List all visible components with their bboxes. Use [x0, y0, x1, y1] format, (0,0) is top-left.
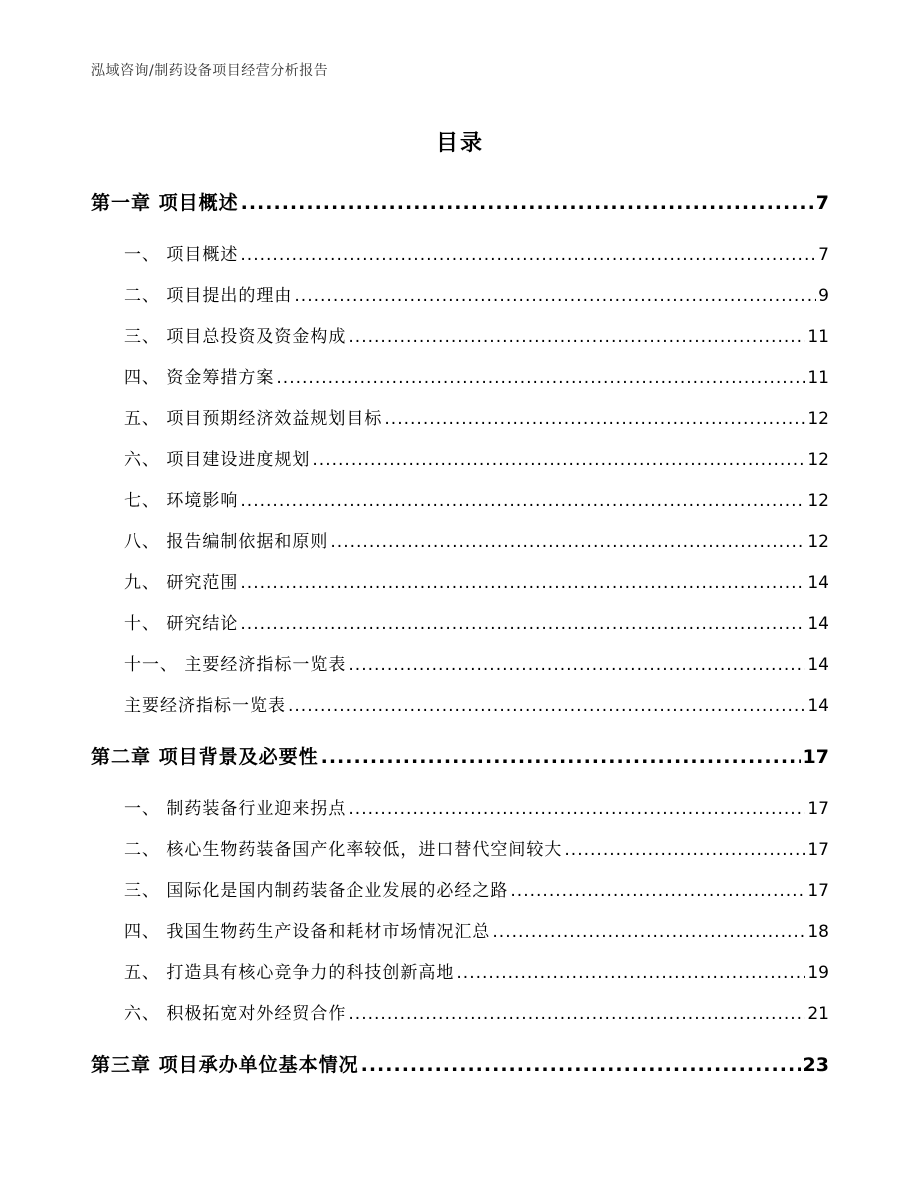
toc-section[interactable]: [124, 322, 829, 347]
toc-entry-page: 14: [807, 573, 829, 593]
toc-entry-page: 12: [807, 409, 829, 429]
dot-leader: [240, 573, 805, 593]
toc-entry-label: 主要经济指标一览表: [124, 696, 286, 716]
toc-entry-label: 四、 我国生物药生产设备和耗材市场情况汇总: [124, 922, 491, 942]
toc-section[interactable]: [124, 445, 829, 470]
toc-entry-label: 三、 国际化是国内制药装备企业发展的必经之路: [124, 881, 509, 901]
toc-entry-page: 14: [807, 696, 829, 716]
toc-section[interactable]: [124, 958, 829, 983]
toc-entry-label: 六、 积极拓宽对外经贸合作: [124, 1004, 347, 1024]
toc-entry-label: 一、 制药装备行业迎来拐点: [124, 799, 347, 819]
dot-leader: [312, 450, 805, 470]
toc-entry-label: 五、 打造具有核心竞争力的科技创新高地: [124, 963, 455, 983]
toc-entry-label: 九、 研究范围: [124, 573, 239, 593]
toc-entry-page: 17: [802, 746, 829, 768]
dot-leader: [492, 922, 805, 942]
dot-leader: [510, 881, 805, 901]
toc-section[interactable]: [124, 609, 829, 634]
dot-leader: [348, 327, 805, 347]
toc-entry-page: 23: [802, 1054, 829, 1076]
toc-entry-label: 十一、 主要经济指标一览表: [124, 655, 347, 675]
toc-entry-page: 12: [807, 532, 829, 552]
toc-entry-label: 第三章 项目承办单位基本情况: [91, 1054, 359, 1076]
dot-leader: [361, 1054, 801, 1076]
toc-section[interactable]: [124, 527, 829, 552]
toc-entry-label: 第一章 项目概述: [91, 192, 239, 214]
toc-entry-label: 第二章 项目背景及必要性: [91, 746, 319, 768]
toc-section[interactable]: [124, 835, 829, 860]
toc-entry-label: 六、 项目建设进度规划: [124, 450, 311, 470]
toc-entry-page: 11: [807, 327, 829, 347]
dot-leader: [384, 409, 805, 429]
dot-leader: [240, 614, 805, 634]
toc-section[interactable]: [124, 794, 829, 819]
toc-chapter-1[interactable]: [91, 188, 829, 215]
toc-section[interactable]: [124, 650, 829, 675]
dot-leader: [294, 286, 816, 306]
toc-entry-page: 17: [807, 881, 829, 901]
toc-entry-page: 18: [807, 922, 829, 942]
toc-entry-label: 十、 研究结论: [124, 614, 239, 634]
dot-leader: [321, 746, 801, 768]
dot-leader: [330, 532, 805, 552]
toc-entry-page: 17: [807, 799, 829, 819]
toc-entry-page: 14: [807, 614, 829, 634]
dot-leader: [564, 840, 805, 860]
toc-chapter-2[interactable]: [91, 742, 829, 769]
toc-entry-label: 二、 核心生物药装备国产化率较低，进口替代空间较大: [124, 840, 563, 860]
toc-entry-label: 八、 报告编制依据和原则: [124, 532, 329, 552]
toc-section[interactable]: [124, 363, 829, 388]
dot-leader: [240, 245, 816, 265]
toc-entry-label: 一、 项目概述: [124, 245, 239, 265]
dot-leader: [348, 799, 805, 819]
toc-entry-page: 12: [807, 491, 829, 511]
toc-entry-page: 7: [815, 192, 829, 214]
toc-entry-page: 12: [807, 450, 829, 470]
toc-title: 目录: [435, 131, 484, 156]
toc-section[interactable]: [124, 240, 829, 265]
toc-entry-page: 9: [818, 286, 829, 306]
toc-chapter-3[interactable]: [91, 1050, 829, 1077]
toc-entry-label: 三、 项目总投资及资金构成: [124, 327, 347, 347]
dot-leader: [348, 1004, 805, 1024]
toc-section[interactable]: [124, 281, 829, 306]
dot-leader: [348, 655, 805, 675]
toc-entry-page: 17: [807, 840, 829, 860]
toc-section[interactable]: [124, 568, 829, 593]
dot-leader: [456, 963, 805, 983]
dot-leader: [288, 696, 805, 716]
toc-entry-page: 7: [818, 245, 829, 265]
dot-leader: [241, 192, 814, 214]
toc-section[interactable]: [124, 999, 829, 1024]
toc-entry-page: 19: [807, 963, 829, 983]
toc-entry-page: 11: [807, 368, 829, 388]
toc-entry-page: 14: [807, 655, 829, 675]
toc-entry-label: 四、 资金筹措方案: [124, 368, 275, 388]
toc-section[interactable]: [124, 917, 829, 942]
toc-section[interactable]: [124, 404, 829, 429]
toc-entry-page: 21: [807, 1004, 829, 1024]
toc-entry-label: 五、 项目预期经济效益规划目标: [124, 409, 383, 429]
toc-section[interactable]: [124, 876, 829, 901]
toc-section[interactable]: [124, 486, 829, 511]
toc-section[interactable]: [124, 691, 829, 716]
toc-entry-label: 七、 环境影响: [124, 491, 239, 511]
dot-leader: [240, 491, 805, 511]
running-header: 泓域咨询/制药设备项目经营分析报告: [91, 63, 329, 79]
toc-entry-label: 二、 项目提出的理由: [124, 286, 293, 306]
dot-leader: [276, 368, 805, 388]
